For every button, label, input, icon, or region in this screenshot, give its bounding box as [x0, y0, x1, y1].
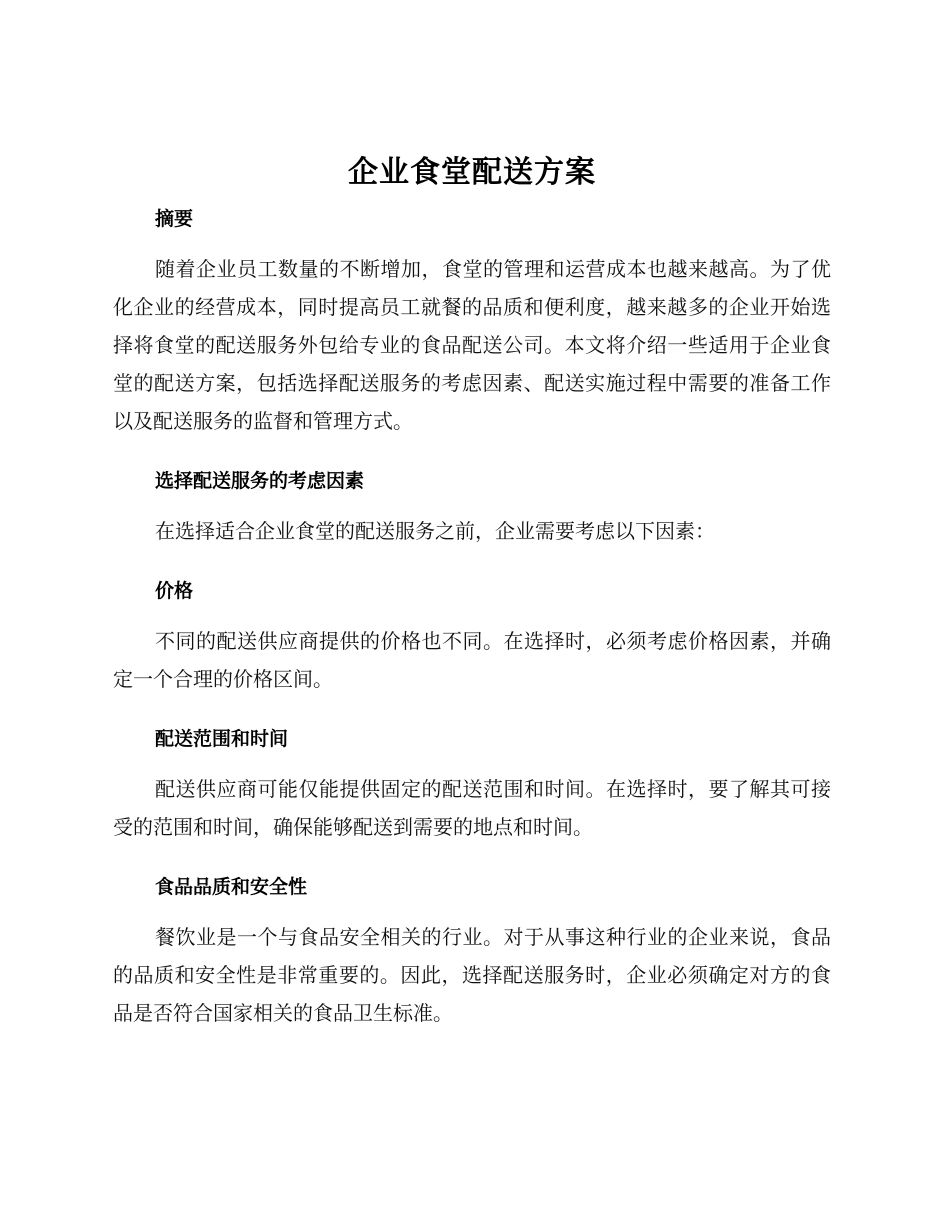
paragraph-delivery-range-and-time: 配送供应商可能仅能提供固定的配送范围和时间。在选择时，要了解其可接受的范围和时间，确保能够配送到需要的地点和时间。: [113, 777, 831, 839]
document-body: [113, 150, 831, 1032]
section-heading-abstract: 摘要: [155, 208, 194, 230]
section-heading-delivery-range-and-time: 配送范围和时间: [155, 728, 289, 750]
paragraph-food-quality-and-safety: 餐饮业是一个与食品安全相关的行业。对于从事这种行业的企业来说，食品的品质和安全性是非常重要的。因此，选择配送服务时，企业必须确定对方的食品是否符合国家相关的食品卫生标准。: [113, 925, 831, 1025]
paragraph-abstract: 随着企业员工数量的不断增加，食堂的管理和运营成本也越来越高。为了优化企业的经营成本，同时提高员工就餐的品质和便利度，越来越多的企业开始选择将食堂的配送服务外包给专业的食品配送公司。本文将介绍一些适用于企业食堂的配送方案，包括选择配送服务的考虑因素、配送实施过程中需要的准备工作以及配送服务的监督和管理方式。: [113, 257, 831, 433]
section-heading-food-quality-and-safety: 食品品质和安全性: [155, 876, 308, 898]
section-heading-price: 价格: [155, 580, 194, 602]
paragraph-selection-factors: 在选择适合企业食堂的配送服务之前，企业需要考虑以下因素：: [155, 519, 715, 543]
paragraph-price: 不同的配送供应商提供的价格也不同。在选择时，必须考虑价格因素，并确定一个合理的价格区间。: [113, 629, 831, 691]
document-title: 企业食堂配送方案: [348, 155, 596, 190]
section-heading-selection-factors: 选择配送服务的考虑因素: [155, 470, 365, 492]
